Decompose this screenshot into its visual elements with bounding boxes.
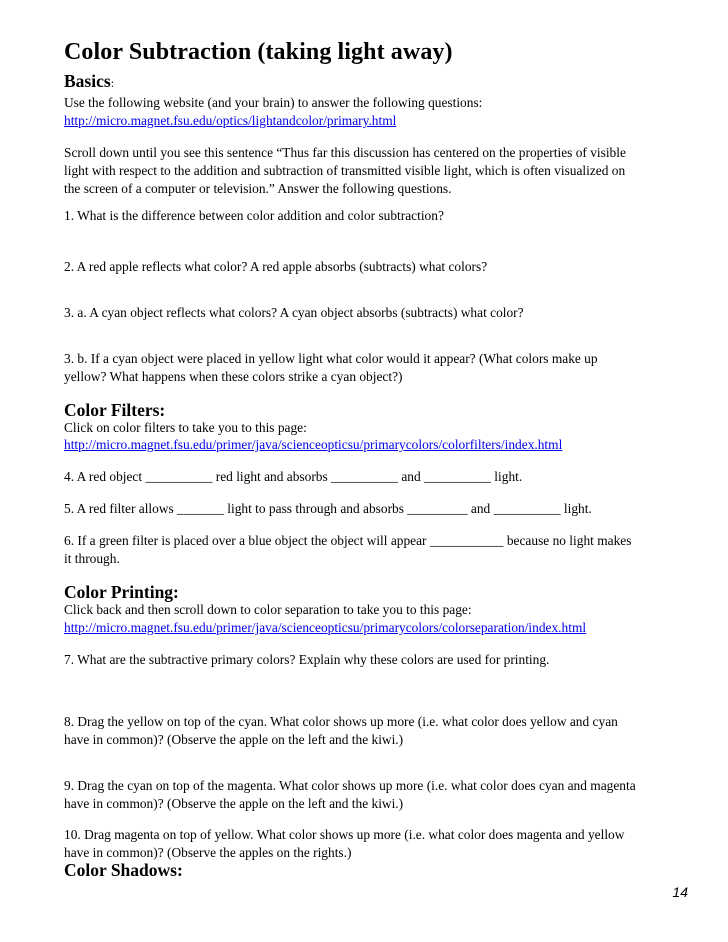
basics-heading-text: Basics xyxy=(64,71,111,91)
basics-link[interactable]: http://micro.magnet.fsu.edu/optics/lightandcolor/primary.html xyxy=(64,113,397,128)
question-8-line-1: 8. Drag the yellow on top of the cyan. What color shows up more (i.e. what color does yellow and cyan xyxy=(64,714,618,729)
filters-link[interactable]: http://micro.magnet.fsu.edu/primer/java/scienceopticsu/primarycolors/colorfilters/index.html xyxy=(64,437,563,452)
color-filters-heading: Color Filters: xyxy=(64,400,166,420)
instruction-line-3: the screen of a computer or television.” Answer the following questions. xyxy=(64,181,452,196)
page-title: Color Subtraction (taking light away) xyxy=(64,39,453,65)
question-10-line-1: 10. Drag magenta on top of yellow. What color shows up more (i.e. what color does magenta and yellow xyxy=(64,827,625,842)
printing-link[interactable]: http://micro.magnet.fsu.edu/primer/java/scienceopticsu/primarycolors/colorseparation/index.html xyxy=(64,620,587,635)
color-shadows-heading: Color Shadows: xyxy=(64,860,183,880)
question-9-line-1: 9. Drag the cyan on top of the magenta. What color shows up more (i.e. what color does cyan and magenta xyxy=(64,778,636,793)
printing-intro: Click back and then scroll down to color separation to take you to this page: xyxy=(64,602,472,617)
question-3b-line-2: yellow? What happens when these colors strike a cyan object?) xyxy=(64,369,403,384)
question-5: 5. A red filter allows _______ light to pass through and absorbs _________ and __________ light. xyxy=(64,501,592,516)
question-1: 1. What is the difference between color addition and color subtraction? xyxy=(64,208,444,223)
question-10-line-2: have in common)? (Observe the apples on the rights.) xyxy=(64,845,352,860)
filters-intro: Click on color filters to take you to this page: xyxy=(64,420,307,435)
page-number: 14 xyxy=(672,884,688,900)
instruction-line-1: Scroll down until you see this sentence “Thus far this discussion has centered on the properties of visible xyxy=(64,145,626,160)
question-4: 4. A red object __________ red light and absorbs __________ and __________ light. xyxy=(64,469,523,484)
instruction-line-2: light with respect to the addition and subtraction of transmitted visible light, which is often visualized on xyxy=(64,163,626,178)
question-6-line-1: 6. If a green filter is placed over a blue object the object will appear ___________ because no light makes xyxy=(64,533,632,548)
question-3b-line-1: 3. b. If a cyan object were placed in yellow light what color would it appear? (What colors make up xyxy=(64,351,598,366)
color-printing-heading: Color Printing: xyxy=(64,582,179,602)
question-7: 7. What are the subtractive primary colors? Explain why these colors are used for printing. xyxy=(64,652,550,667)
question-2: 2. A red apple reflects what color? A red apple absorbs (subtracts) what colors? xyxy=(64,259,488,274)
question-8-line-2: have in common)? (Observe the apple on the left and the kiwi.) xyxy=(64,732,404,747)
basics-heading-colon: : xyxy=(110,76,115,90)
question-6-line-2: it through. xyxy=(64,551,120,566)
question-3a: 3. a. A cyan object reflects what colors? A cyan object absorbs (subtracts) what color? xyxy=(64,305,524,320)
question-9-line-2: have in common)? (Observe the apple on the left and the kiwi.) xyxy=(64,796,404,811)
basics-intro: Use the following website (and your brain) to answer the following questions: xyxy=(64,95,483,110)
basics-heading xyxy=(64,71,694,93)
